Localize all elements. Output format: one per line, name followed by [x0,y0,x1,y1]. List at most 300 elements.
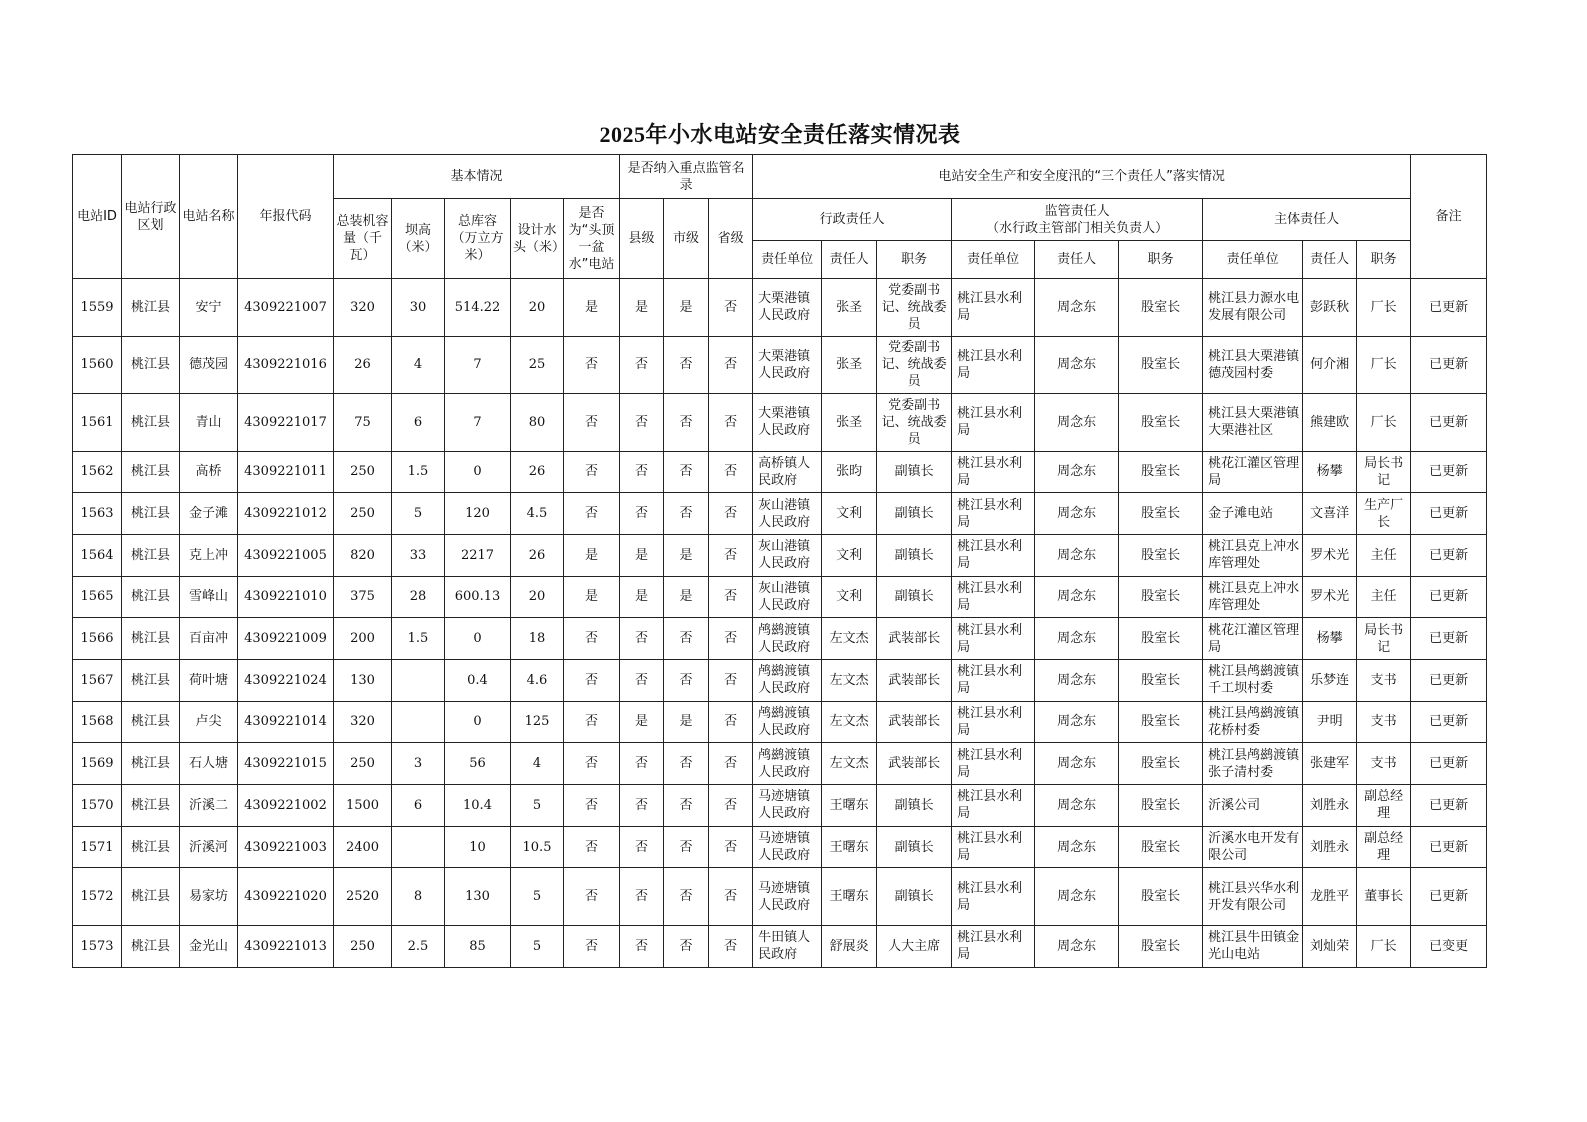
design-head-cell: 4 [511,743,564,785]
county-level-cell: 是 [620,701,664,743]
county-level-cell: 否 [620,868,664,926]
city-level-cell: 否 [664,826,709,868]
station-name-cell: 沂溪二 [180,785,238,827]
super-post-cell: 股室长 [1119,701,1203,743]
remark-cell: 已更新 [1411,534,1487,576]
super-post-cell: 股室长 [1119,618,1203,660]
header-admin-post: 职务 [877,241,952,279]
design-head-cell: 26 [511,534,564,576]
province-level-cell: 否 [709,785,753,827]
overhead-water-cell: 否 [564,701,620,743]
city-level-cell: 是 [664,701,709,743]
super-unit-cell: 桃江县水利局 [952,743,1035,785]
super-person-cell: 周念东 [1035,925,1119,967]
dam-height-cell: 1.5 [392,451,445,493]
super-unit-cell: 桃江县水利局 [952,659,1035,701]
annual-code-cell: 4309221024 [238,659,334,701]
dam-height-cell: 2.5 [392,925,445,967]
table-row [73,925,1487,967]
design-head-cell: 26 [511,451,564,493]
admin-person-cell: 张圣 [822,279,877,337]
dam-height-cell: 8 [392,868,445,926]
super-person-cell: 周念东 [1035,336,1119,394]
annual-code-cell: 4309221002 [238,785,334,827]
table-row [73,576,1487,618]
design-head-cell: 5 [511,868,564,926]
admin-post-cell: 副镇长 [877,785,952,827]
province-level-cell: 否 [709,618,753,660]
province-level-cell: 否 [709,493,753,535]
admin-post-cell: 武装部长 [877,701,952,743]
main-post-cell: 主任 [1357,534,1411,576]
admin-unit-cell: 大栗港镇人民政府 [753,394,822,452]
super-post-cell: 股室长 [1119,868,1203,926]
capacity-cell: 1500 [334,785,392,827]
table-row [73,493,1487,535]
city-level-cell: 否 [664,785,709,827]
main-post-cell: 生产厂长 [1357,493,1411,535]
station-id-cell: 1560 [73,336,122,394]
county-level-cell: 否 [620,826,664,868]
admin-unit-cell: 大栗港镇人民政府 [753,279,822,337]
annual-code-cell: 4309221007 [238,279,334,337]
super-unit-cell: 桃江县水利局 [952,493,1035,535]
main-post-cell: 厂长 [1357,279,1411,337]
main-person-cell: 尹明 [1303,701,1357,743]
admin-post-cell: 武装部长 [877,618,952,660]
province-level-cell: 否 [709,336,753,394]
annual-code-cell: 4309221014 [238,701,334,743]
header-main-unit: 责任单位 [1203,241,1303,279]
county-level-cell: 是 [620,576,664,618]
city-level-cell: 否 [664,868,709,926]
table-row [73,868,1487,926]
station-name-cell: 荷叶塘 [180,659,238,701]
super-unit-cell: 桃江县水利局 [952,701,1035,743]
main-person-cell: 罗术光 [1303,534,1357,576]
admin-unit-cell: 鸬鹚渡镇人民政府 [753,743,822,785]
main-unit-cell: 桃江县力源水电发展有限公司 [1203,279,1303,337]
super-unit-cell: 桃江县水利局 [952,534,1035,576]
remark-cell: 已更新 [1411,701,1487,743]
annual-code-cell: 4309221005 [238,534,334,576]
header-super-person: 责任人 [1035,241,1119,279]
capacity-cell: 75 [334,394,392,452]
main-unit-cell: 桃江县鸬鹚渡镇千工坝村委 [1203,659,1303,701]
super-unit-cell: 桃江县水利局 [952,394,1035,452]
remark-cell: 已更新 [1411,618,1487,660]
capacity-cell: 250 [334,451,392,493]
super-unit-cell: 桃江县水利局 [952,618,1035,660]
dam-height-cell [392,659,445,701]
super-person-cell: 周念东 [1035,659,1119,701]
region-cell: 桃江县 [122,451,180,493]
county-level-cell: 否 [620,785,664,827]
storage-cell: 0.4 [445,659,511,701]
city-level-cell: 是 [664,279,709,337]
table-row [73,785,1487,827]
main-person-cell: 何介湘 [1303,336,1357,394]
main-post-cell: 厂长 [1357,925,1411,967]
storage-cell: 85 [445,925,511,967]
admin-person-cell: 左文杰 [822,743,877,785]
admin-unit-cell: 大栗港镇人民政府 [753,336,822,394]
header-storage: 总库容（万立方米） [445,199,511,279]
main-unit-cell: 桃江县兴华水利开发有限公司 [1203,868,1303,926]
super-person-cell: 周念东 [1035,826,1119,868]
overhead-water-cell: 否 [564,659,620,701]
super-unit-cell: 桃江县水利局 [952,576,1035,618]
header-admin-unit: 责任单位 [753,241,822,279]
super-post-cell: 股室长 [1119,826,1203,868]
admin-person-cell: 张圣 [822,394,877,452]
super-post-cell: 股室长 [1119,785,1203,827]
main-unit-cell: 桃江县牛田镇金光山电站 [1203,925,1303,967]
main-person-cell: 杨攀 [1303,618,1357,660]
design-head-cell: 4.6 [511,659,564,701]
main-unit-cell: 桃江县大栗港镇大栗港社区 [1203,394,1303,452]
region-cell: 桃江县 [122,659,180,701]
region-cell: 桃江县 [122,868,180,926]
overhead-water-cell: 否 [564,826,620,868]
region-cell: 桃江县 [122,394,180,452]
province-level-cell: 否 [709,534,753,576]
storage-cell: 56 [445,743,511,785]
overhead-water-cell: 否 [564,743,620,785]
station-name-cell: 雪峰山 [180,576,238,618]
main-post-cell: 厂长 [1357,394,1411,452]
table-row [73,394,1487,452]
station-name-cell: 安宁 [180,279,238,337]
header-supervision-subtitle: （水行政主管部门相关负责人） [986,220,1169,236]
remark-cell: 已变更 [1411,925,1487,967]
province-level-cell: 否 [709,279,753,337]
capacity-cell: 2520 [334,868,392,926]
county-level-cell: 否 [620,493,664,535]
super-post-cell: 股室长 [1119,576,1203,618]
admin-person-cell: 左文杰 [822,618,877,660]
responsibility-table [72,154,1487,968]
dam-height-cell [392,701,445,743]
main-post-cell: 副总经理 [1357,785,1411,827]
super-person-cell: 周念东 [1035,785,1119,827]
design-head-cell: 5 [511,785,564,827]
city-level-cell: 否 [664,659,709,701]
dam-height-cell: 6 [392,394,445,452]
main-person-cell: 龙胜平 [1303,868,1357,926]
city-level-cell: 否 [664,618,709,660]
storage-cell: 0 [445,701,511,743]
admin-person-cell: 左文杰 [822,659,877,701]
super-person-cell: 周念东 [1035,701,1119,743]
super-post-cell: 股室长 [1119,279,1203,337]
header-basic-info: 基本情况 [334,155,620,199]
super-unit-cell: 桃江县水利局 [952,826,1035,868]
admin-post-cell: 副镇长 [877,576,952,618]
station-id-cell: 1568 [73,701,122,743]
design-head-cell: 80 [511,394,564,452]
station-id-cell: 1573 [73,925,122,967]
main-unit-cell: 沂溪水电开发有限公司 [1203,826,1303,868]
super-unit-cell: 桃江县水利局 [952,785,1035,827]
station-id-cell: 1570 [73,785,122,827]
province-level-cell: 否 [709,576,753,618]
table-row [73,743,1487,785]
design-head-cell: 4.5 [511,493,564,535]
admin-unit-cell: 鸬鹚渡镇人民政府 [753,659,822,701]
header-city-level: 市级 [664,199,709,279]
annual-code-cell: 4309221016 [238,336,334,394]
city-level-cell: 否 [664,743,709,785]
super-person-cell: 周念东 [1035,534,1119,576]
county-level-cell: 否 [620,618,664,660]
region-cell: 桃江县 [122,336,180,394]
super-post-cell: 股室长 [1119,394,1203,452]
main-post-cell: 董事长 [1357,868,1411,926]
capacity-cell: 320 [334,701,392,743]
main-unit-cell: 桃江县鸬鹚渡镇花桥村委 [1203,701,1303,743]
admin-post-cell: 副镇长 [877,826,952,868]
capacity-cell: 200 [334,618,392,660]
super-person-cell: 周念东 [1035,743,1119,785]
super-unit-cell: 桃江县水利局 [952,925,1035,967]
header-main-post: 职务 [1357,241,1411,279]
main-post-cell: 局长书记 [1357,618,1411,660]
region-cell: 桃江县 [122,576,180,618]
station-id-cell: 1559 [73,279,122,337]
station-name-cell: 金子滩 [180,493,238,535]
design-head-cell: 20 [511,279,564,337]
annual-code-cell: 4309221013 [238,925,334,967]
region-cell: 桃江县 [122,701,180,743]
county-level-cell: 否 [620,659,664,701]
dam-height-cell: 33 [392,534,445,576]
station-id-cell: 1564 [73,534,122,576]
super-post-cell: 股室长 [1119,925,1203,967]
capacity-cell: 250 [334,743,392,785]
admin-person-cell: 张圣 [822,336,877,394]
station-name-cell: 德茂园 [180,336,238,394]
remark-cell: 已更新 [1411,659,1487,701]
overhead-water-cell: 否 [564,868,620,926]
overhead-water-cell: 是 [564,279,620,337]
super-person-cell: 周念东 [1035,451,1119,493]
super-unit-cell: 桃江县水利局 [952,451,1035,493]
admin-unit-cell: 灰山港镇人民政府 [753,534,822,576]
remark-cell: 已更新 [1411,336,1487,394]
overhead-water-cell: 是 [564,576,620,618]
region-cell: 桃江县 [122,493,180,535]
remark-cell: 已更新 [1411,493,1487,535]
main-post-cell: 主任 [1357,576,1411,618]
region-cell: 桃江县 [122,743,180,785]
province-level-cell: 否 [709,868,753,926]
province-level-cell: 否 [709,451,753,493]
admin-person-cell: 张昀 [822,451,877,493]
overhead-water-cell: 否 [564,336,620,394]
main-post-cell: 厂长 [1357,336,1411,394]
super-person-cell: 周念东 [1035,394,1119,452]
table-row [73,701,1487,743]
header-super-unit: 责任单位 [952,241,1035,279]
province-level-cell: 否 [709,659,753,701]
admin-person-cell: 王曙东 [822,868,877,926]
storage-cell: 10.4 [445,785,511,827]
dam-height-cell: 28 [392,576,445,618]
super-person-cell: 周念东 [1035,618,1119,660]
main-unit-cell: 金子滩电站 [1203,493,1303,535]
station-name-cell: 易家坊 [180,868,238,926]
table-row [73,279,1487,337]
dam-height-cell: 30 [392,279,445,337]
admin-person-cell: 王曙东 [822,785,877,827]
admin-post-cell: 副镇长 [877,451,952,493]
admin-person-cell: 文利 [822,534,877,576]
overhead-water-cell: 否 [564,451,620,493]
admin-person-cell: 王曙东 [822,826,877,868]
header-dam-height: 坝高（米） [392,199,445,279]
station-id-cell: 1569 [73,743,122,785]
header-station-id: 电站ID [73,155,122,279]
admin-person-cell: 舒展炎 [822,925,877,967]
storage-cell: 7 [445,394,511,452]
admin-post-cell: 武装部长 [877,743,952,785]
region-cell: 桃江县 [122,279,180,337]
header-three-responsible: 电站安全生产和安全度汛的“三个责任人”落实情况 [753,155,1411,199]
dam-height-cell: 3 [392,743,445,785]
province-level-cell: 否 [709,701,753,743]
super-post-cell: 股室长 [1119,743,1203,785]
station-id-cell: 1566 [73,618,122,660]
admin-unit-cell: 灰山港镇人民政府 [753,576,822,618]
super-unit-cell: 桃江县水利局 [952,279,1035,337]
header-province-level: 省级 [709,199,753,279]
remark-cell: 已更新 [1411,279,1487,337]
annual-code-cell: 4309221010 [238,576,334,618]
province-level-cell: 否 [709,925,753,967]
capacity-cell: 2400 [334,826,392,868]
super-unit-cell: 桃江县水利局 [952,868,1035,926]
station-id-cell: 1567 [73,659,122,701]
storage-cell: 600.13 [445,576,511,618]
capacity-cell: 130 [334,659,392,701]
main-post-cell: 支书 [1357,701,1411,743]
dam-height-cell: 1.5 [392,618,445,660]
design-head-cell: 125 [511,701,564,743]
admin-post-cell: 党委副书记、统战委员 [877,394,952,452]
admin-post-cell: 党委副书记、统战委员 [877,336,952,394]
region-cell: 桃江县 [122,618,180,660]
region-cell: 桃江县 [122,785,180,827]
city-level-cell: 否 [664,394,709,452]
admin-post-cell: 武装部长 [877,659,952,701]
station-id-cell: 1563 [73,493,122,535]
table-row [73,826,1487,868]
overhead-water-cell: 否 [564,394,620,452]
overhead-water-cell: 否 [564,925,620,967]
station-name-cell: 石人塘 [180,743,238,785]
super-person-cell: 周念东 [1035,868,1119,926]
design-head-cell: 20 [511,576,564,618]
header-admin-responsible: 行政责任人 [753,199,952,241]
header-main-person: 责任人 [1303,241,1357,279]
storage-cell: 130 [445,868,511,926]
storage-cell: 2217 [445,534,511,576]
station-id-cell: 1571 [73,826,122,868]
super-post-cell: 股室长 [1119,336,1203,394]
main-person-cell: 罗术光 [1303,576,1357,618]
main-post-cell: 支书 [1357,659,1411,701]
admin-unit-cell: 马迹塘镇人民政府 [753,785,822,827]
county-level-cell: 否 [620,451,664,493]
main-post-cell: 副总经理 [1357,826,1411,868]
main-person-cell: 刘灿荣 [1303,925,1357,967]
station-name-cell: 百亩冲 [180,618,238,660]
remark-cell: 已更新 [1411,826,1487,868]
header-county-level: 县级 [620,199,664,279]
remark-cell: 已更新 [1411,743,1487,785]
county-level-cell: 否 [620,925,664,967]
province-level-cell: 否 [709,743,753,785]
admin-unit-cell: 马迹塘镇人民政府 [753,868,822,926]
super-unit-cell: 桃江县水利局 [952,336,1035,394]
annual-code-cell: 4309221011 [238,451,334,493]
station-name-cell: 高桥 [180,451,238,493]
admin-post-cell: 副镇长 [877,534,952,576]
table-row [73,336,1487,394]
table-body [73,279,1487,968]
remark-cell: 已更新 [1411,576,1487,618]
super-post-cell: 股室长 [1119,493,1203,535]
capacity-cell: 26 [334,336,392,394]
annual-code-cell: 4309221017 [238,394,334,452]
city-level-cell: 否 [664,451,709,493]
table-row [73,659,1487,701]
region-cell: 桃江县 [122,925,180,967]
admin-post-cell: 党委副书记、统战委员 [877,279,952,337]
station-id-cell: 1561 [73,394,122,452]
capacity-cell: 320 [334,279,392,337]
station-name-cell: 金光山 [180,925,238,967]
admin-post-cell: 人大主席 [877,925,952,967]
admin-unit-cell: 鸬鹚渡镇人民政府 [753,701,822,743]
main-unit-cell: 桃江县克上冲水库管理处 [1203,576,1303,618]
admin-post-cell: 副镇长 [877,493,952,535]
storage-cell: 0 [445,451,511,493]
admin-person-cell: 文利 [822,493,877,535]
city-level-cell: 否 [664,336,709,394]
main-person-cell: 文喜洋 [1303,493,1357,535]
header-region: 电站行政区划 [122,155,180,279]
main-person-cell: 刘胜永 [1303,785,1357,827]
station-id-cell: 1562 [73,451,122,493]
station-name-cell: 青山 [180,394,238,452]
capacity-cell: 250 [334,925,392,967]
super-post-cell: 股室长 [1119,451,1203,493]
city-level-cell: 否 [664,493,709,535]
main-person-cell: 熊建欧 [1303,394,1357,452]
capacity-cell: 820 [334,534,392,576]
table-row [73,534,1487,576]
design-head-cell: 5 [511,925,564,967]
admin-person-cell: 文利 [822,576,877,618]
storage-cell: 514.22 [445,279,511,337]
table-row [73,451,1487,493]
annual-code-cell: 4309221003 [238,826,334,868]
super-post-cell: 股室长 [1119,659,1203,701]
overhead-water-cell: 否 [564,618,620,660]
table-row [73,618,1487,660]
